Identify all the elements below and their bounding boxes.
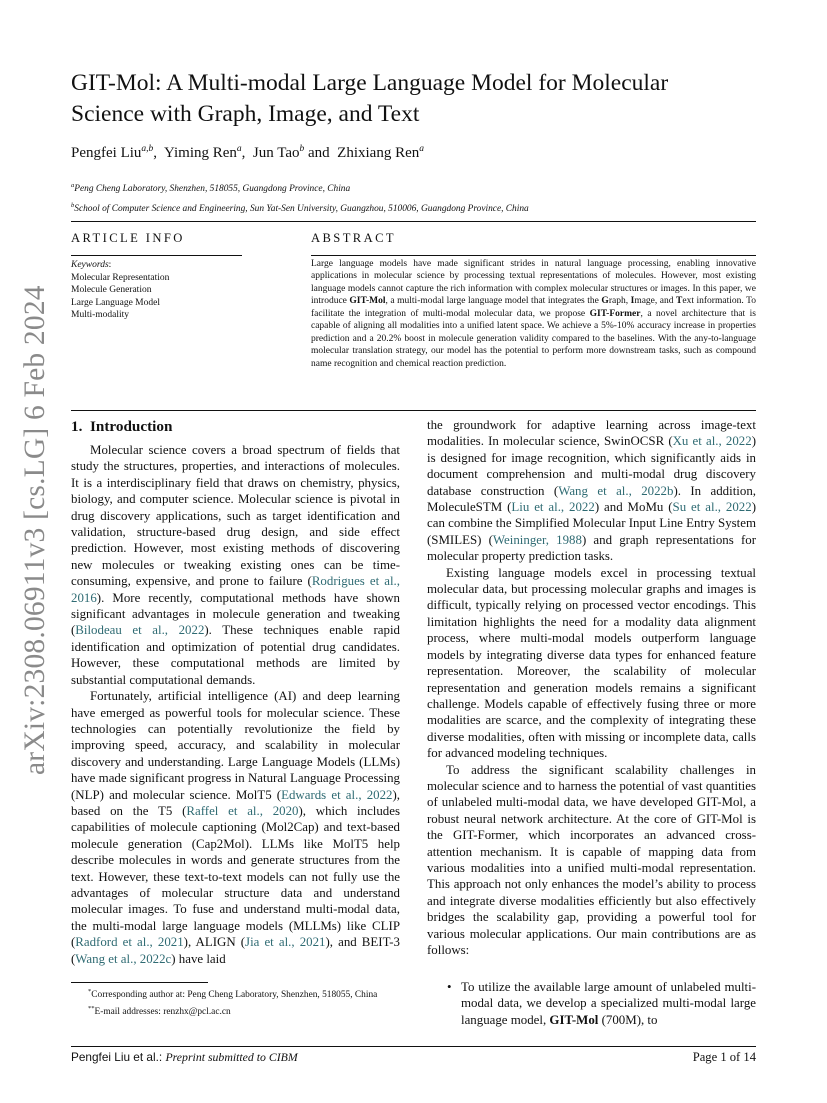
architecture-name: GIT-Former (589, 308, 641, 319)
affiliations (71, 178, 529, 217)
contributions-list (443, 979, 756, 1028)
citation-link[interactable]: Raffel et al., 2020 (186, 803, 299, 818)
article-info-divider (71, 255, 242, 256)
citation-link[interactable]: Xu et al., 2022 (672, 434, 752, 449)
author-affil-mark: b (299, 144, 305, 154)
page-number: Page 1 of 14 (692, 1050, 756, 1064)
citation-link[interactable]: Weininger, 1988 (492, 532, 582, 547)
paragraph: Existing language models excel in processing textual molecular data, but processing molecular graphs and images is difficult, typically relying on processed vector encodings. This limitation highlights the need for a modality data alignment process, where multi-modal models outperform language models by integrating diverse data types for enhanced feature representation. Moreover, the scalability of molecular representation and generation models remains a significant challenge. Models capable of effectively fusing three or more modalities are scarce, and the complexity of integrating these diverse modalities, often with missing or incomplete data, calls for advanced modeling techniques. (427, 565, 756, 761)
keyword-item: Multi-modality (71, 310, 130, 321)
author: Zhixiang Ren (337, 145, 420, 161)
author: Yiming Ren (163, 145, 237, 161)
footnotes (71, 985, 405, 1019)
abstract-heading: ABSTRACT (311, 231, 396, 245)
footnote-corresponding-author: *Corresponding author at: Peng Cheng Laboratory, Shenzhen, 518055, China (88, 988, 378, 1001)
footnote-divider (71, 982, 208, 983)
citation-link[interactable]: Wang et al., 2022b (558, 483, 674, 498)
citation-link[interactable]: Rodrigues et al., 2016 (71, 574, 400, 605)
author-affil-mark: a (419, 144, 424, 154)
paragraph: Fortunately, artificial intelligence (AI) and deep learning have emerged as powerful tools for molecular science. These technologies can potentially revolutionize the field by improving speed, accuracy, and scalability in molecular discovery and understanding. Large Language Models (LLMs) have made significant progress in Natural Language Processing (NLP) and molecular science. MolT5 (Edwards et al., 2022), based on the T5 (Raffel et al., 2020), which includes capabilities of molecule captioning (Mol2Cap) and text-based molecule generation (Cap2Mol). LLMs like MolT5 help describe molecules in words and generate structures from the text. However, these text-to-text models can not fully use the advantages of molecular structure data and understand molecular images. To fuse and understand multi-modal data, the multi-modal large language models (MLLMs) like CLIP (Radford et al., 2021), ALIGN (Jia et al., 2021), and BEIT-3 (Wang et al., 2022c) have laid (71, 689, 400, 966)
list-item: • To utilize the available large amount of unlabeled multi-modal data, we develop a specialized multi-modal large language model, GIT-Mol (700M), to (447, 980, 756, 1027)
section-heading-introduction: 1. Introduction (71, 418, 173, 435)
keyword-item: Large Language Model (71, 297, 160, 308)
body-divider (71, 410, 756, 411)
running-footer: Pengfei Liu et al.: Preprint submitted to CIBM (71, 1050, 298, 1064)
model-name: GIT-Mol (349, 296, 386, 307)
abstract-divider (311, 255, 756, 256)
paper-title (71, 68, 771, 130)
paragraph: Molecular science covers a broad spectrum of fields that study the structures, properties, and interactions of molecules. It is a interdisciplinary field that draws on chemistry, physics, biology, and computer science. Molecular science is pivotal in drug discovery applications, such as target identification and validation, structure-based drug design, and side effect prediction. However, most existing methods of discovering new molecules or tweaking existing ones can be time-consuming, expensive, and prone to failure (Rodrigues et al., 2016). More recently, computational methods have shown significant advantages in molecule generation and tweaking (Bilodeau et al., 2022). These techniques enable rapid identification and optimization of potential drug candidates. However, these computational methods are limited by substantial computational demands. (71, 443, 400, 687)
keywords-label: Keywords (71, 260, 109, 270)
author-joiner: and (308, 145, 330, 161)
author-list: Pengfei Liu$^{a,b}$, Yiming Ren$^a$, Jun Tao$^b$ and Zhixiang Ren$^a$ (71, 144, 424, 161)
abstract-text: Large language models have made significant strides in natural language processing, enabling innovative applications in molecular science by processing textual representations of molecules. However, most existing language models cannot capture the rich information with complex molecular structures or images. In this paper, we introduce GIT-Mol, a multi-modal large language model that integrates the Graph, Image, and Text information. To facilitate the integration of multi-modal molecular data, we propose GIT-Former, a novel architecture that is capable of aligning all modalities into a unified latent space. We achieve a 5%-10% accuracy increase in properties prediction and a 20.2% boost in molecule generation validity compared to the baselines. With the any-to-language molecular translation strategy, our model has the potential to perform more downstream tasks, such as compound name recognition and chemical reaction prediction. (311, 259, 757, 369)
footer-author: Pengfei Liu et al. (71, 1050, 159, 1064)
bullet-icon: • (447, 980, 452, 994)
footer-divider (71, 1046, 756, 1047)
citation-link[interactable]: Liu et al., 2022 (511, 500, 595, 515)
citation-link[interactable]: Wang et al., 2022c (75, 951, 172, 966)
arxiv-identifier-stamp: arXiv:2308.06911v3 [cs.LG] 6 Feb 2024 (19, 285, 51, 775)
right-column (427, 417, 756, 958)
left-column (71, 442, 400, 967)
footer-venue: Preprint submitted to CIBM (165, 1050, 298, 1064)
citation-link[interactable]: Bilodeau et al., 2022 (75, 623, 205, 638)
keyword-item: Molecular Representation (71, 272, 170, 283)
citation-link[interactable]: Jia et al., 2021 (245, 935, 326, 950)
title-line-2: Science with Graph, Image, and Text (71, 101, 420, 127)
footnote-email: **E-mail addresses: renzhx@pcl.ac.cn (88, 1005, 231, 1018)
citation-link[interactable]: Su et al., 2022 (672, 500, 752, 515)
affiliation-item: $^b$School of Computer Science and Engineering, Sun Yat-Sen University, Guangzhou, 510006, Guangdong Province, China (71, 201, 529, 214)
citation-link[interactable]: Edwards et al., 2022 (281, 787, 393, 802)
article-info-heading: ARTICLE INFO (71, 231, 185, 245)
author-affil-mark: a (236, 144, 242, 154)
keywords-block: Keywords: Molecular Representation Molecule Generation Large Language Model Multi-modality (71, 260, 170, 321)
author-affil-mark: a,b (141, 144, 154, 154)
affiliation-item: $^a$Peng Cheng Laboratory, Shenzhen, 518055, Guangdong Province, China (71, 182, 351, 195)
paragraph: the groundwork for adaptive learning across image-text modalities. In molecular science, SwinOCSR (Xu et al., 2022) is designed for image recognition, which significantly aids in document comprehension and multi-modal drug discovery database construction (Wang et al., 2022b). In addition, MoleculeSTM (Liu et al., 2022) and MoMu (Su et al., 2022) can combine the Simplified Molecular Input Line Entry System (SMILES) (Weininger, 1988) and graph representations for molecular property prediction tasks. (427, 418, 756, 564)
paragraph: To address the significant scalability challenges in molecular science and to harness the potential of vast quantities of unlabeled multi-modal data, we have developed GIT-Mol, a robust neural network architecture. At the core of GIT-Mol is the GIT-Former, which incorporates an advanced cross-attention mechanism. It is capable of mapping data from various modalities into a unified multi-modal representation. This approach not only enhances the model’s ability to process and integrate diverse modalities efficiently but also effectively bridges the scalability gap, providing a powerful tool for various molecular applications. Our main contributions are as follows: (427, 762, 756, 957)
header-divider (71, 221, 756, 222)
author: Jun Tao (252, 145, 300, 161)
keyword-item: Molecule Generation (71, 285, 152, 296)
title-line-1: GIT-Mol: A Multi-modal Large Language Model for Molecular (71, 70, 669, 96)
citation-link[interactable]: Radford et al., 2021 (75, 935, 184, 950)
author: Pengfei Liu (71, 145, 142, 161)
